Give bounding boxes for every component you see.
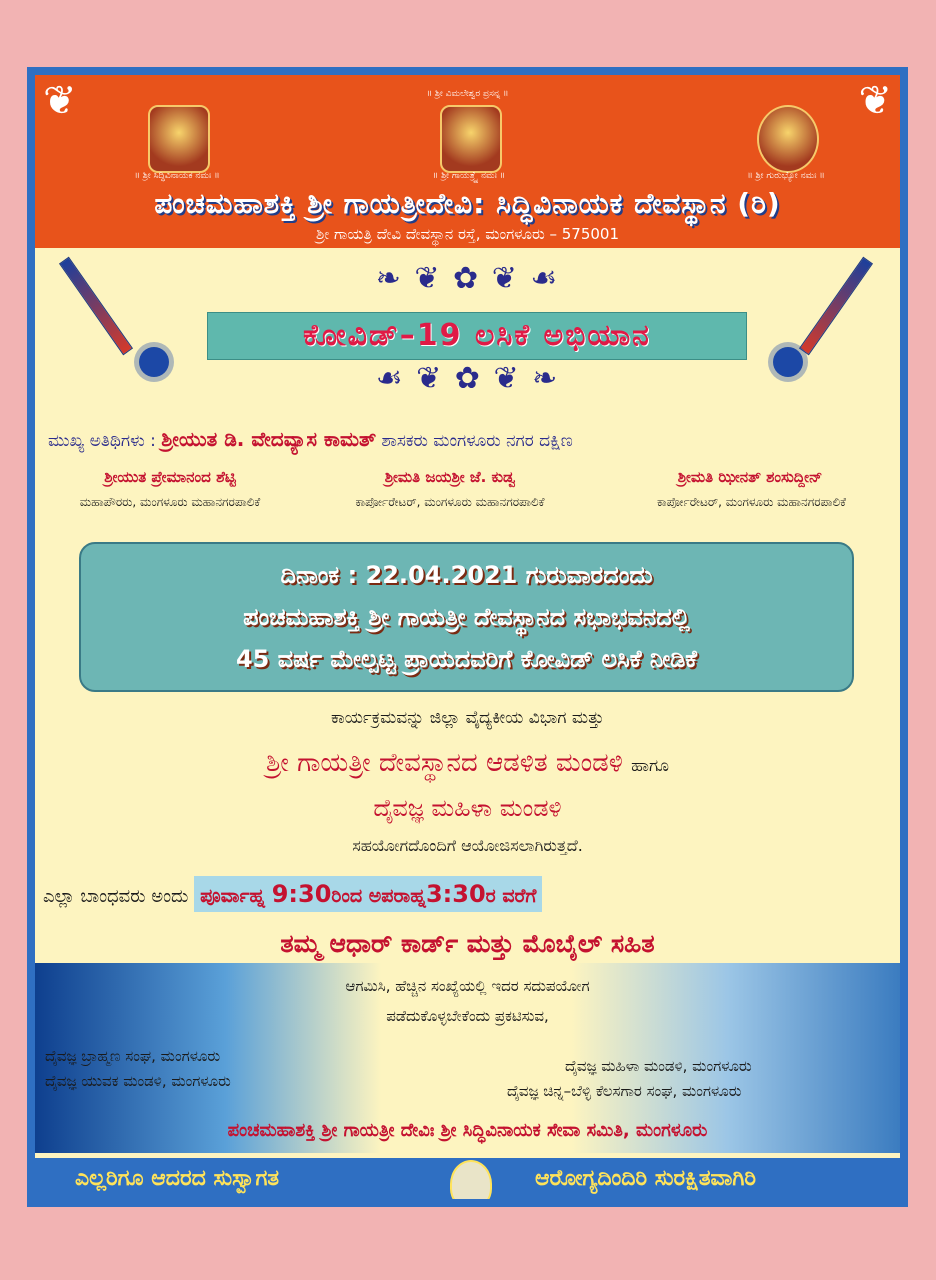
footer-stay-safe: ಆರೋಗ್ಯದಿಂದಿರಿ ಸುರಕ್ಷಿತವಾಗಿರಿ xyxy=(535,1166,757,1191)
organizer-line-4: ಸಹಯೋಗದೊಂದಿಗೆ ಆಯೋಜಿಸಲಾಗಿರುತ್ತದೆ. xyxy=(352,836,583,855)
ornament-top-icon: ❧ ❦ ✿ ❦ ☙ xyxy=(375,261,560,296)
chief-guest-name: ಶ್ರೀಯುತ ಡಿ. ವೇದವ್ಯಾಸ ಕಾಮತ್ xyxy=(161,427,377,451)
corner-ornament-right-icon: ❦ xyxy=(858,78,892,124)
poster-body xyxy=(35,75,900,1199)
organizer-line-1: ಕಾರ್ಯಕ್ರಮವನ್ನು ಜಿಲ್ಲಾ ವೈದ್ಯಕೀಯ ವಿಭಾಗ ಮತ್ತು xyxy=(331,708,604,728)
guest-role: ಮಹಾಪೌರರು, ಮಂಗಳೂರು ಮಹಾನಗರಪಾಲಿಕೆ xyxy=(79,495,261,509)
org-brahmana-sangha: ದೈವಜ್ಞ ಬ್ರಾಹ್ಮಣ ಸಂಘ, ಮಂಗಳೂರು xyxy=(45,1047,221,1065)
temple-header xyxy=(35,75,900,248)
ganesha-image xyxy=(148,105,210,173)
org-seva-samiti: ಪಂಚಮಹಾಶಕ್ತಿ ಶ್ರೀ ಗಾಯತ್ರೀ ದೇವಿಃ ಶ್ರೀ ಸಿದ್ಧಿವಿನಾಯಕ ಸೇವಾ ಸಮಿತಿ, ಮಂಗಳೂರು xyxy=(227,1120,708,1141)
event-date: ದಿನಾಂಕ : 22.04.2021 ಗುರುವಾರದಂದು xyxy=(280,561,653,589)
guest-name: ಶ್ರೀಮತಿ ಜಯಶ್ರೀ ಜೆ. ಕುಡ್ವ xyxy=(384,468,516,486)
corner-ornament-left-icon: ❦ xyxy=(43,78,77,124)
footer-welcome: ಎಲ್ಲರಿಗೂ ಆದರದ ಸುಸ್ವಾಗತ xyxy=(75,1166,280,1191)
poster-frame xyxy=(27,67,908,1207)
deity-left-caption: ॥ ಶ್ರೀ ಸಿದ್ಧಿವಿನಾಯಕ ನಮಃ ॥ xyxy=(134,171,220,181)
gayatri-image xyxy=(440,105,502,173)
deity-center-caption: ॥ ಶ್ರೀ ಗಾಯತ್ರ್ಯೈ ನಮಃ ॥ xyxy=(432,171,506,181)
ornament-bottom-icon: ☙ ❦ ✿ ❦ ❧ xyxy=(375,361,560,396)
timing-from-word: ಪೂರ್ವಾಹ್ನ xyxy=(200,885,266,907)
timing-from-time: 9:30 xyxy=(271,880,332,908)
timing-to-time: 3:30 xyxy=(425,880,486,908)
footer-bar xyxy=(35,1158,900,1199)
guest-role: ಕಾರ್ಪೋರೇಟರ್, ಮಂಗಳೂರು ಮಹಾನಗರಪಾಲಿಕೆ xyxy=(657,495,846,509)
chief-guest-role: ಶಾಸಕರು ಮಂಗಳೂರು ನಗರ ದಕ್ಷಿಣ xyxy=(381,431,573,451)
temple-address: ಶ್ರೀ ಗಾಯತ್ರಿ ದೇವಿ ದೇವಸ್ಥಾನ ರಸ್ತೆ, ಮಂಗಳೂರು – 575001 xyxy=(315,225,620,243)
guest-role: ಕಾರ್ಪೋರೇಟರ್, ಮಂಗಳೂರು ಮಹಾನಗರಪಾಲಿಕೆ xyxy=(355,495,545,509)
organizer-conjunction: ಹಾಗೂ xyxy=(631,756,669,776)
organizer-temple-committee: ಶ್ರೀ ಗಾಯತ್ರೀ ದೇವಸ್ಥಾನದ ಆಡಳಿತ ಮಂಡಳಿ xyxy=(265,748,623,778)
timing-prefix: ಎಲ್ಲಾ ಬಾಂಧವರು ಅಂದು xyxy=(43,886,189,907)
deity-right-caption: ॥ ಶ್ರೀ ಗುರುಭ್ಯೋ ನಮಃ ॥ xyxy=(747,171,825,181)
aadhar-line: ತಮ್ಮ ಆಧಾರ್ ಕಾರ್ಡ್ ಮತ್ತು ಮೊಬೈಲ್ ಸಹಿತ xyxy=(280,929,655,958)
guru-image xyxy=(757,105,819,173)
timing-line xyxy=(43,876,542,912)
org-yuvaka-mandali: ದೈವಜ್ಞ ಯುವಕ ಮಂಡಳಿ, ಮಂಗಳೂರು xyxy=(45,1072,231,1090)
chief-guest-line xyxy=(48,427,573,451)
guest-name: ಶ್ರೀಮತಿ ಝೀನತ್ ಶಂಸುದ್ದೀನ್ xyxy=(677,468,823,486)
namaste-icon xyxy=(450,1160,492,1199)
org-mahila-mandali: ದೈವಜ್ಞ ಮಹಿಳಾ ಮಂಡಳಿ, ಮಂಗಳೂರು xyxy=(565,1057,752,1075)
org-goldsmith-sangha: ದೈವಜ್ಞ ಚಿನ್ನ–ಬೆಳ್ಳಿ ಕೆಲಸಗಾರ ಸಂಘ, ಮಂಗಳೂರು xyxy=(507,1082,742,1100)
campaign-title: ಕೋವಿಡ್–19 ಲಸಿಕೆ ಅಭಿಯಾನ xyxy=(207,312,747,360)
timing-highlight xyxy=(194,876,542,912)
guest-name: ಶ್ರೀಯುತ ಪ್ರೇಮಾನಂದ ಶೆಟ್ಟಿ xyxy=(104,468,236,486)
event-details-box xyxy=(79,542,854,692)
timing-from-suffix: ರಿಂದ ಅಪರಾಹ್ನ xyxy=(331,885,426,907)
event-venue: ಪಂಚಮಹಾಶಕ್ತಿ ಶ್ರೀ ಗಾಯತ್ರೀ ದೇವಸ್ಥಾನದ ಸಭಾಭವನದಲ್ಲಿ xyxy=(243,603,690,631)
appeal-line-2: ಪಡೆದುಕೊಳ್ಳಬೇಕೆಂದು ಪ್ರಕಟಿಸುವ, xyxy=(386,1007,549,1025)
appeal-line-1: ಆಗಮಿಸಿ, ಹೆಚ್ಚಿನ ಸಂಖ್ಯೆಯಲ್ಲಿ ಇದರ ಸದುಪಯೋಗ xyxy=(345,977,590,995)
top-blessing: ॥ ಶ್ರೀ ವಿಮಲೇಶ್ವರ ಪ್ರಸನ್ನ ॥ xyxy=(426,89,509,99)
event-eligibility: 45 ವರ್ಷ ಮೇಲ್ಪಟ್ಟ ಪ್ರಾಯದವರಿಗೆ ಕೋವಿಡ್ ಲಸಿಕೆ ನೀಡಿಕೆ xyxy=(235,645,698,673)
timing-to-suffix: ರ ವರೆಗೆ xyxy=(485,885,537,907)
organizer-line-2 xyxy=(35,748,900,779)
temple-name: ಪಂಚಮಹಾಶಕ್ತಿ ಶ್ರೀ ಗಾಯತ್ರೀದೇವಿ: ಸಿದ್ಧಿವಿನಾಯಕ ದೇವಸ್ಥಾನ (ರಿ) xyxy=(154,187,781,220)
chief-guest-label: ಮುಖ್ಯ ಅತಿಥಿಗಳು : xyxy=(48,431,156,451)
organizer-line-3: ದೈವಜ್ಞ ಮಹಿಳಾ ಮಂಡಳಿ xyxy=(373,794,562,822)
